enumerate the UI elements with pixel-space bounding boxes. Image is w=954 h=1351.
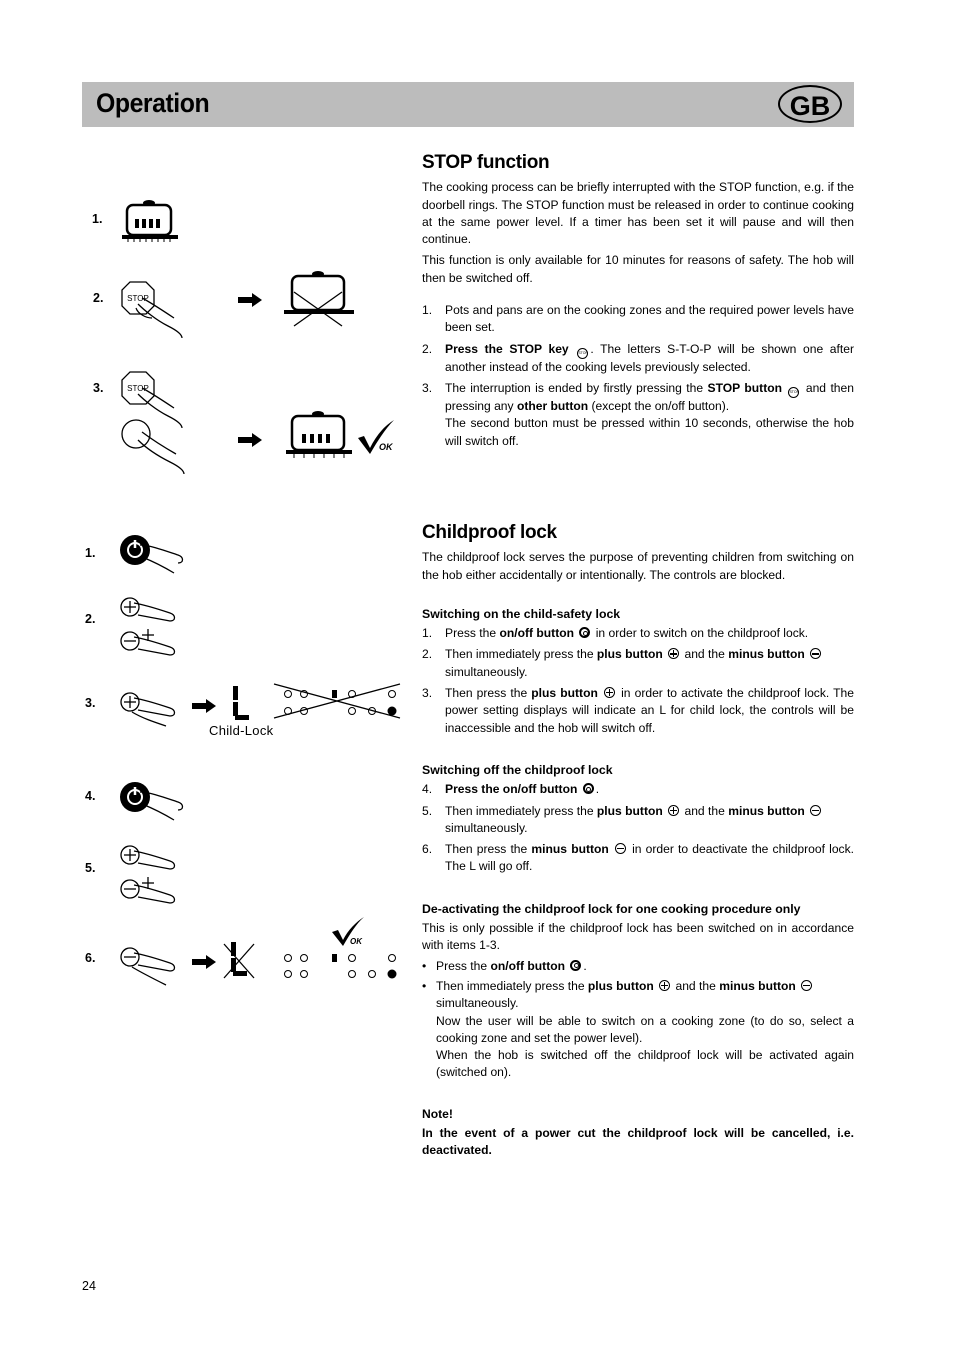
arrow-right-icon	[192, 955, 216, 969]
stop-intro-paragraph: The cooking process can be briefly interrupted with the STOP function, e.g. if the doorbell rings. The STOP function must be released in order to continue cooking at the same power level. If a timer has been set it will pause and will then continue.	[422, 180, 854, 247]
plus-icon	[604, 687, 615, 698]
figure-step-number: 4.	[85, 789, 96, 803]
figure-step-number: 5.	[85, 861, 96, 875]
press-stop-icon	[120, 280, 190, 340]
stop-label: STOP	[127, 294, 149, 303]
press-minus-icon	[118, 943, 184, 987]
page-header	[82, 82, 854, 127]
ok-label: OK	[350, 937, 362, 946]
figure-step-number: 2.	[85, 612, 96, 626]
page-title: Operation	[96, 88, 210, 118]
child-lock-off-display-icon	[222, 940, 258, 980]
figure-step-number: 1.	[85, 546, 96, 560]
stop-function-heading: STOP function	[422, 152, 550, 173]
minus-icon	[615, 843, 626, 854]
blocked-control-panel-icon	[270, 682, 404, 722]
list-item: • Then immediately press the plus button and the minus button simultaneously. Now the user will be able to switch on a cooking zone (to do so, select a cooking zone and set the power level). When the hob is switched off the childproof lock will be activated again (switched on).	[422, 978, 854, 1080]
language-badge: GB	[778, 85, 842, 123]
list-item: 2. Press the STOP key STOP . The letters S-T-O-P will be shown one after another instead of the cooking levels previously selected.	[422, 341, 854, 374]
stop-steps-list	[422, 302, 854, 450]
figure-step-number: 3.	[85, 696, 96, 710]
ok-label: OK	[379, 442, 393, 452]
stop-key-icon: STOP	[577, 348, 588, 359]
press-on-off-icon	[118, 533, 188, 575]
arrow-right-icon	[238, 433, 262, 447]
deactivate-heading: De-activating the childproof lock for one cooking procedure only	[422, 901, 801, 916]
list-item: 4. Press the on/off button .	[422, 782, 600, 797]
switch-on-steps	[422, 625, 854, 737]
plus-icon	[668, 648, 679, 659]
minus-icon	[801, 980, 812, 991]
list-item: • Press the on/off button .	[422, 958, 587, 973]
stop-key-icon: STOP	[788, 387, 799, 398]
press-plus-minus-icon	[118, 843, 184, 909]
list-item: 1. Press the on/off button in order to switch on the childproof lock.	[422, 626, 809, 641]
ok-check-icon	[356, 418, 400, 458]
list-item: 1. Pots and pans are on the cooking zones and the required power levels have been set.	[422, 303, 854, 335]
note-label: Note!	[422, 1106, 453, 1121]
control-panel-icon	[280, 948, 404, 982]
figure-step-number: 2.	[93, 291, 104, 305]
childproof-lock-heading: Childproof lock	[422, 522, 557, 543]
arrow-right-icon	[238, 293, 262, 307]
plus-icon	[668, 805, 679, 816]
switch-off-heading: Switching off the childproof lock	[422, 762, 613, 777]
figure-step-number: 1.	[92, 212, 103, 226]
pot-on-hob-icon	[120, 195, 182, 245]
press-plus-icon	[118, 688, 184, 728]
list-item: 3. Then press the plus button in order to activate the childproof lock. The power setting displays will indicate an L for child lock, the controls will be inaccessible and the hob will switch off.	[422, 686, 854, 735]
note-text: In the event of a power cut the childproof lock will be cancelled, i.e. deactivated.	[422, 1126, 854, 1158]
list-item: 6. Then press the minus button in order to deactivate the childproof lock. The L will go off.	[422, 842, 855, 874]
ok-check-icon	[330, 916, 374, 948]
arrow-right-icon	[192, 699, 216, 713]
press-on-off-icon	[118, 780, 188, 822]
stopped-pot-icon	[282, 266, 356, 332]
stop-function-section	[422, 154, 854, 454]
page-number: 24	[82, 1279, 96, 1293]
stop-label: STOP	[127, 384, 149, 393]
press-other-button-icon	[118, 418, 190, 474]
child-lock-display-icon	[228, 684, 252, 722]
on-off-icon	[570, 960, 581, 971]
childproof-intro-paragraph: The childproof lock serves the purpose of preventing children from switching on the hob either accidentally or intentionally. The controls are blocked.	[422, 550, 854, 582]
childproof-lock-section	[422, 524, 854, 1164]
figure-step-number: 3.	[93, 381, 104, 395]
list-item: 2. Then immediately press the plus button and the minus button simultaneously.	[422, 646, 854, 681]
stop-safety-paragraph: This function is only available for 10 minutes for reasons of safety. The hob will then be switched off.	[422, 253, 854, 285]
minus-icon	[810, 648, 821, 659]
child-lock-caption: Child-Lock	[209, 723, 274, 738]
figure-step-number: 6.	[85, 951, 96, 965]
list-item: 3. The interruption is ended by firstly pressing the STOP button STOP and then pressing any other button (except the on/off button). The second button must be pressed within 10 seconds, otherwise the hob will switch off.	[422, 380, 854, 448]
press-plus-minus-icon	[118, 595, 184, 661]
switch-off-steps	[422, 781, 854, 875]
minus-icon	[810, 805, 821, 816]
deactivate-list	[422, 958, 854, 1082]
plus-icon	[659, 980, 670, 991]
on-off-icon	[579, 627, 590, 638]
list-item: 5. Then immediately press the plus button and the minus button simultaneously.	[422, 803, 854, 838]
switch-on-heading: Switching on the child-safety lock	[422, 606, 621, 621]
pot-on-hob-icon	[284, 406, 354, 464]
on-off-icon	[583, 783, 594, 794]
deactivate-paragraph: This is only possible if the childproof lock has been switched on in accordance with items 1-3.	[422, 921, 854, 953]
